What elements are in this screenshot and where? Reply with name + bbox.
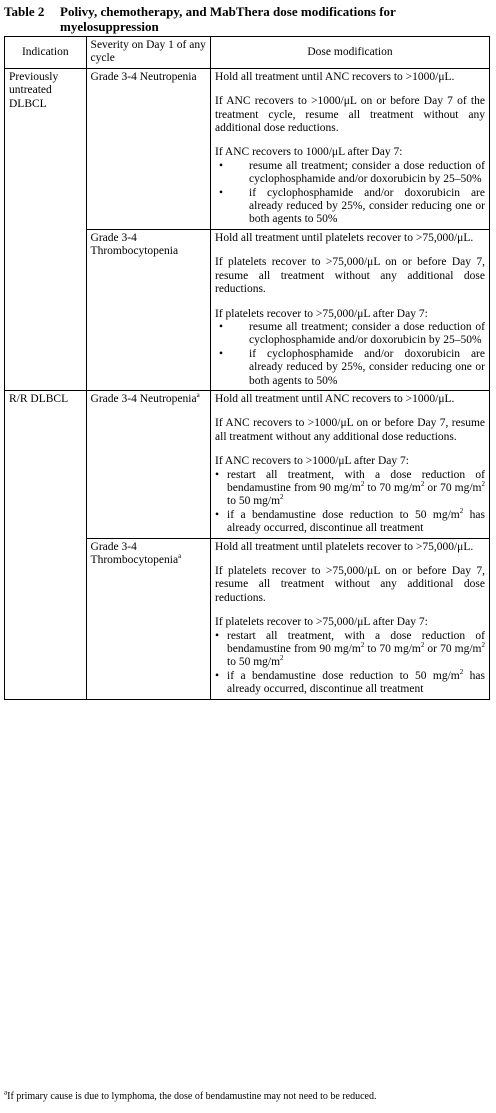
indication-cell: R/R DLBCL [5, 390, 87, 699]
dose-modification-cell [211, 68, 490, 229]
bullet-list [215, 469, 485, 536]
dose-paragraph: If platelets recover to >75,000/μL on or before Day 7, resume all treatment without any additional dose reductions. [215, 565, 485, 604]
dose-paragraph: If platelets recover to >75,000/μL after Day 7: [215, 616, 428, 629]
dose-paragraph: If ANC recovers to 1000/μL after Day 7: [215, 146, 403, 159]
bullet-list [215, 321, 485, 388]
severity-cell [86, 538, 210, 699]
header-severity: Severity on Day 1 of any cycle [86, 37, 210, 69]
table-title-line2: myelosuppression [60, 19, 159, 34]
severity-cell: Grade 3-4 Thrombocytopenia [86, 229, 210, 390]
table-caption [4, 4, 492, 34]
table-number: Table 2 [4, 4, 45, 19]
list-item: • restart all treatment, with a dose reduction of bendamustine from 90 $mg/m^2$ to 70 $mg/m^2$ or 70 $mg/m^2$ to 50 $mg/m^2$ [215, 630, 485, 670]
dose-modification-table [4, 36, 490, 700]
dose-paragraph: If platelets recover to >75,000/μL on or before Day 7, resume all treatment without any additional dose reductions. [215, 256, 485, 296]
severity-text: Grade 3-4 Neutropenia [90, 392, 197, 405]
dose-paragraph: If ANC recovers to >1000/μL after Day 7: [215, 455, 409, 468]
header-indication: Indication [5, 37, 87, 69]
dose-modification-cell [211, 538, 490, 699]
dose-paragraph: Hold all treatment until ANC recovers to >1000/μL. [215, 392, 455, 405]
severity-cell [86, 390, 210, 538]
header-dose-modification: Dose modification [211, 37, 490, 69]
list-item: • restart all treatment, with a dose reduction of bendamustine from 90 $mg/m^2$ to 70 $mg/m^2$ or 70 $mg/m^2$ to 50 $mg/m^2$ [215, 469, 485, 509]
list-item: • if a bendamustine dose reduction to 50 $mg/m^2$ has already occurred, discontinue all treatment [215, 509, 485, 536]
bullet-list [215, 630, 485, 697]
footnote-marker: a [4, 1088, 8, 1097]
dose-modification-cell [211, 229, 490, 390]
dose-paragraph: Hold all treatment until platelets recover to >75,000/μL. [215, 231, 474, 244]
footnote-text: If primary cause is due to lymphoma, the dose of bendamustine may not need to be reduced. [7, 1091, 377, 1102]
bullet-list [215, 160, 485, 227]
list-item: • resume all treatment; consider a dose reduction of cyclophosphamide and/or doxorubicin by 25–50% [215, 160, 485, 187]
table-footnote [4, 1088, 494, 1103]
table-title-line1: Polivy, chemotherapy, and MabThera dose modifications for [60, 4, 396, 19]
list-item: • if cyclophosphamide and/or doxorubicin are already reduced by 25%, consider reducing one or both agents to 50% [215, 348, 485, 388]
dose-paragraph: Hold all treatment until ANC recovers to >1000/μL. [215, 70, 455, 83]
list-item: • if cyclophosphamide and/or doxorubicin are already reduced by 25%, consider reducing one or both agents to 50% [215, 187, 485, 227]
dose-paragraph: If platelets recover to >75,000/μL after Day 7: [215, 307, 428, 320]
table-row [5, 68, 490, 229]
dose-modification-cell [211, 390, 490, 538]
indication-cell: Previously untreated DLBCL [5, 68, 87, 390]
table-row [5, 390, 490, 538]
dose-paragraph: If ANC recovers to >1000/μL on or before Day 7, resume all treatment without any additional dose reductions. [215, 417, 485, 443]
footnote-marker: a [196, 391, 200, 400]
severity-text: Grade 3-4 Thrombocytopenia [90, 540, 179, 566]
table-header-row [5, 37, 490, 69]
dose-paragraph: If ANC recovers to >1000/μL on or before Day 7 of the treatment cycle, resume all treatment without any additional dose reductions. [215, 95, 485, 135]
dose-paragraph: Hold all treatment until platelets recover to >75,000/μL. [215, 540, 474, 553]
severity-cell: Grade 3-4 Neutropenia [86, 68, 210, 229]
footnote-marker: a [178, 552, 182, 561]
list-item: • if a bendamustine dose reduction to 50 $mg/m^2$ has already occurred, discontinue all treatment [215, 670, 485, 697]
list-item: • resume all treatment; consider a dose reduction of cyclophosphamide and/or doxorubicin by 25–50% [215, 321, 485, 348]
